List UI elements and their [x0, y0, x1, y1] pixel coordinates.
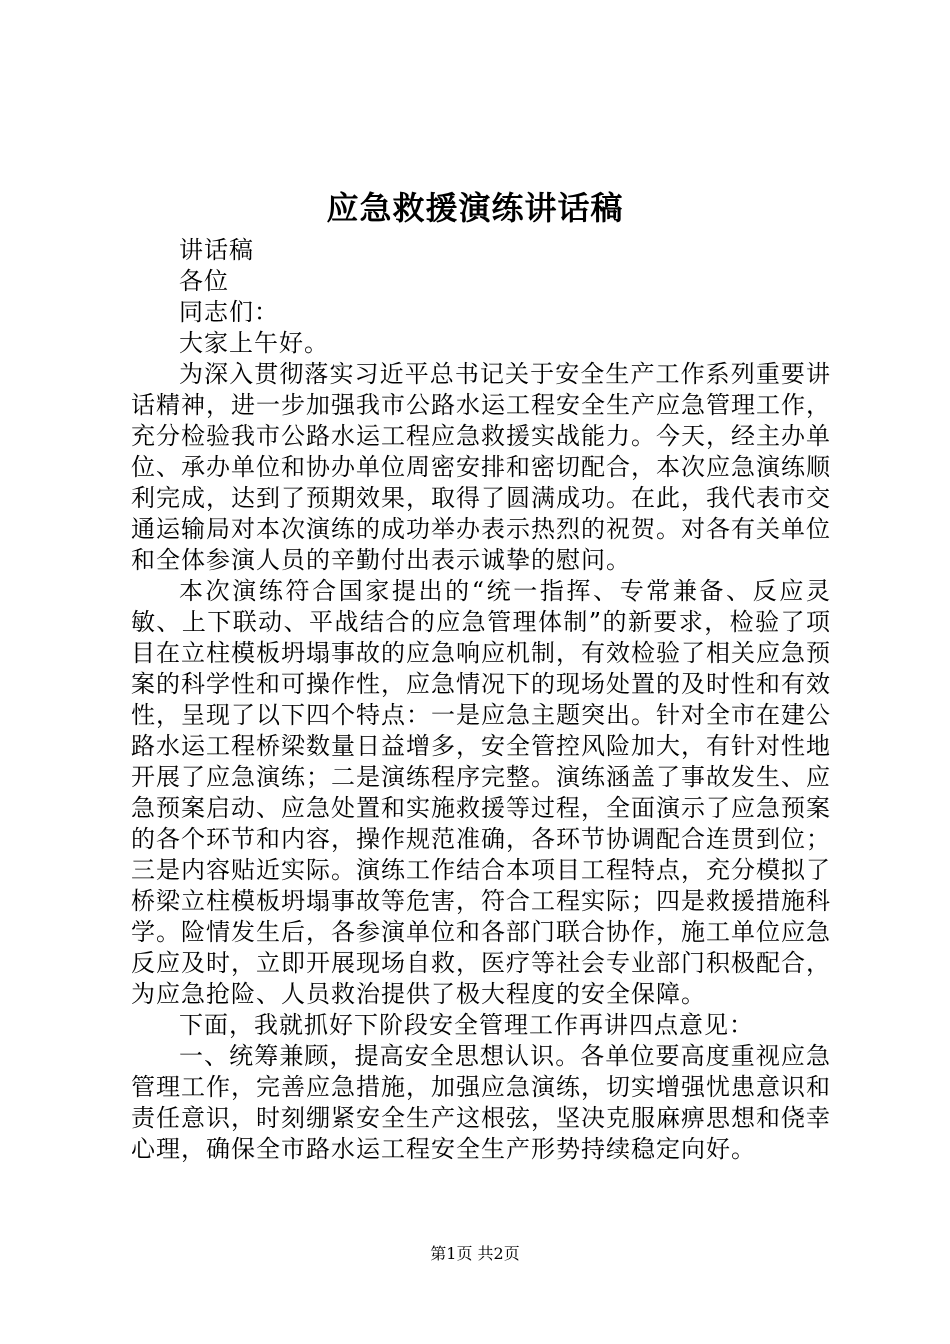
document-title: 应急救援演练讲话稿	[326, 189, 624, 227]
paragraph-point-one: 一、统筹兼顾，提高安全思想认识。各单位要高度重视应急管理工作，完善应急措施，加强应急演练，切实增强忧患意识和责任意识，时刻绷紧安全生产这根弦，坚决克服麻痹思想和侥幸心理，确保全市路水运工程安全生产形势持续稳定向好。	[131, 1042, 831, 1163]
paragraph-salutation-2: 同志们：	[179, 298, 279, 326]
paragraph-features: 本次演练符合国家提出的“统一指挥、专常兼备、反应灵敏、上下联动、平战结合的应急管理体制”的新要求，检验了项目在立柱模板坍塌事故的应急响应机制，有效检验了相关应急预案的科学性和可操作性，应急情况下的现场处置的及时性和有效性，呈现了以下四个特点：一是应急主题突出。针对全市在建公路水运工程桥梁数量日益增多，安全管控风险加大，有针对性地开展了应急演练；二是演练程序完整。演练涵盖了事故发生、应急预案启动、应急处置和实施救援等过程，全面演示了应急预案的各个环节和内容，操作规范准确，各环节协调配合连贯到位；三是内容贴近实际。演练工作结合本项目工程特点，充分模拟了桥梁立柱模板坍塌事故等危害，符合工程实际；四是救援措施科学。险情发生后，各参演单位和各部门联合协作，施工单位应急反应及时，立即开展现场自救，医疗等社会专业部门积极配合，为应急抢险、人员救治提供了极大程度的安全保障。	[131, 577, 831, 1008]
page-footer: 第1页 共2页	[430, 1244, 520, 1263]
paragraph-transition: 下面，我就抓好下阶段安全管理工作再讲四点意见：	[179, 1011, 754, 1039]
paragraph-salutation-1: 各位	[179, 267, 229, 295]
paragraph-heading: 讲话稿	[179, 236, 254, 264]
paragraph-intro: 为深入贯彻落实习近平总书记关于安全生产工作系列重要讲话精神，进一步加强我市公路水运工程安全生产应急管理工作，充分检验我市公路水运工程应急救援实战能力。今天，经主办单位、承办单位和协办单位周密安排和密切配合，本次应急演练顺利完成，达到了预期效果，取得了圆满成功。在此，我代表市交通运输局对本次演练的成功举办表示热烈的祝贺。对各有关单位和全体参演人员的辛勤付出表示诚挚的慰问。	[131, 360, 831, 574]
document-body	[131, 235, 831, 1165]
paragraph-greeting: 大家上午好。	[179, 329, 329, 357]
